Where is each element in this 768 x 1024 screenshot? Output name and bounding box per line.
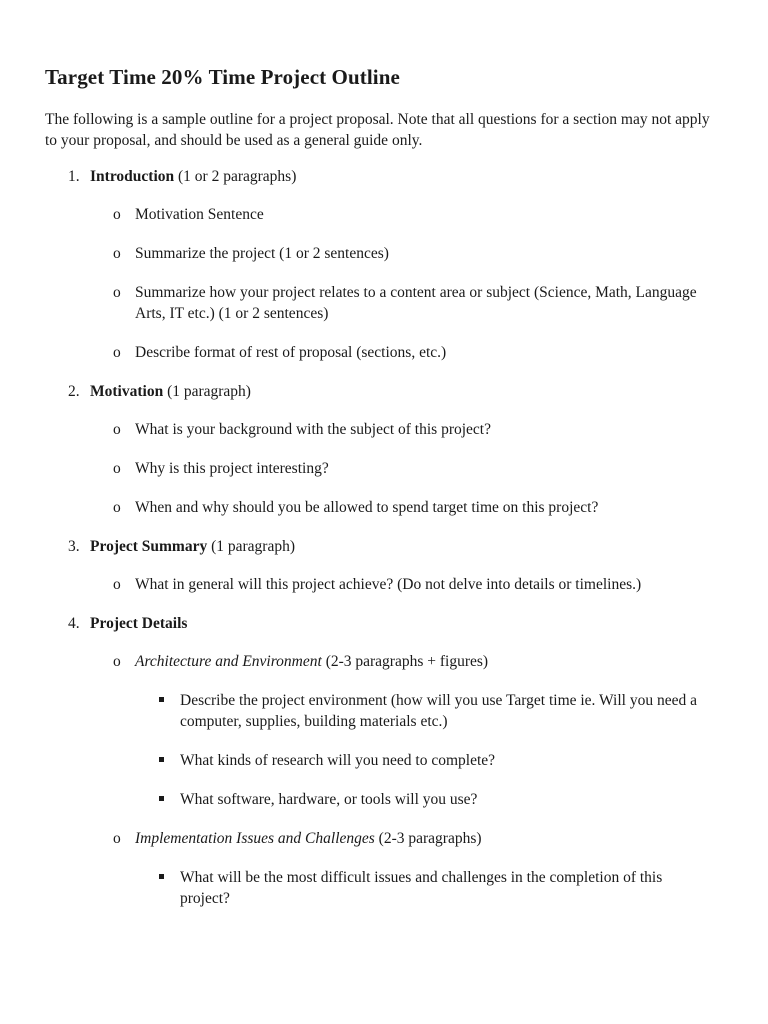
list-item-text: What software, hardware, or tools will you use?: [180, 791, 478, 808]
list-item-text: What will be the most difficult issues and challenges in the completion of this project?: [180, 869, 663, 907]
list-item-text: Summarize the project (1 or 2 sentences): [135, 245, 389, 262]
list-item: [45, 342, 725, 363]
list-item: [45, 497, 725, 518]
section-heading: Motivation: [90, 383, 164, 400]
section-note: (1 paragraph): [207, 538, 296, 555]
list-item-text: What in general will this project achieve? (Do not delve into details or timelines.): [135, 576, 642, 593]
section-introduction: [45, 166, 725, 187]
list-item-text: Motivation Sentence: [135, 206, 264, 223]
circle-bullet-icon: o: [113, 344, 121, 361]
section-number: 3.: [68, 538, 80, 555]
circle-bullet-icon: o: [113, 284, 121, 301]
list-item-text: What kinds of research will you need to complete?: [180, 752, 496, 769]
square-bullet-icon: [159, 697, 164, 702]
subsection-title: Architecture and Environment: [135, 653, 322, 670]
list-item-text: Describe format of rest of proposal (sections, etc.): [135, 344, 447, 361]
list-item: [45, 867, 725, 909]
section-note: (1 paragraph): [163, 383, 251, 400]
circle-bullet-icon: o: [113, 460, 121, 477]
subsection-implementation: [45, 828, 725, 849]
section-heading: Project Summary: [90, 538, 208, 555]
section-number: 1.: [68, 168, 80, 185]
subsection-note: (2-3 paragraphs): [374, 830, 482, 847]
section-project-summary: [45, 536, 725, 557]
list-item: [45, 243, 725, 264]
subsection-note: (2-3 paragraphs + figures): [321, 653, 489, 670]
square-bullet-icon: [159, 796, 164, 801]
page-title: Target Time 20% Time Project Outline: [45, 65, 400, 89]
section-note: (1 or 2 paragraphs): [174, 168, 297, 185]
circle-bullet-icon: o: [113, 653, 121, 670]
list-item-text: What is your background with the subject of this project?: [135, 421, 491, 438]
list-item: [45, 204, 725, 225]
circle-bullet-icon: o: [113, 245, 121, 262]
list-item-text: Why is this project interesting?: [135, 460, 329, 477]
list-item-text: When and why should you be allowed to spend target time on this project?: [135, 499, 599, 516]
section-number: 4.: [68, 615, 80, 632]
list-item: [45, 458, 725, 479]
circle-bullet-icon: o: [113, 499, 121, 516]
list-item: [45, 750, 725, 771]
list-item: [45, 419, 725, 440]
section-heading: Introduction: [90, 168, 175, 185]
circle-bullet-icon: o: [113, 421, 121, 438]
list-item: [45, 690, 725, 732]
subsection-title: Implementation Issues and Challenges: [135, 830, 375, 847]
intro-paragraph: The following is a sample outline for a project proposal. Note that all questions for a section may not apply to your proposal, and should be used as a general guide only.: [45, 111, 710, 149]
circle-bullet-icon: o: [113, 206, 121, 223]
list-item-text: Summarize how your project relates to a content area or subject (Science, Math, Language Arts, IT etc.) (1 or 2 sentences): [135, 284, 697, 322]
list-item: [45, 282, 725, 324]
section-heading: Project Details: [90, 615, 188, 632]
section-project-details: [45, 613, 725, 634]
list-item-text: Describe the project environment (how will you use Target time ie. Will you need a computer, supplies, building materials etc.): [180, 692, 697, 730]
document-page: [45, 62, 725, 927]
square-bullet-icon: [159, 874, 164, 879]
subsection-architecture: [45, 651, 725, 672]
list-item: [45, 574, 725, 595]
section-motivation: [45, 381, 725, 402]
circle-bullet-icon: o: [113, 576, 121, 593]
section-number: 2.: [68, 383, 80, 400]
square-bullet-icon: [159, 757, 164, 762]
circle-bullet-icon: o: [113, 830, 121, 847]
list-item: [45, 789, 725, 810]
